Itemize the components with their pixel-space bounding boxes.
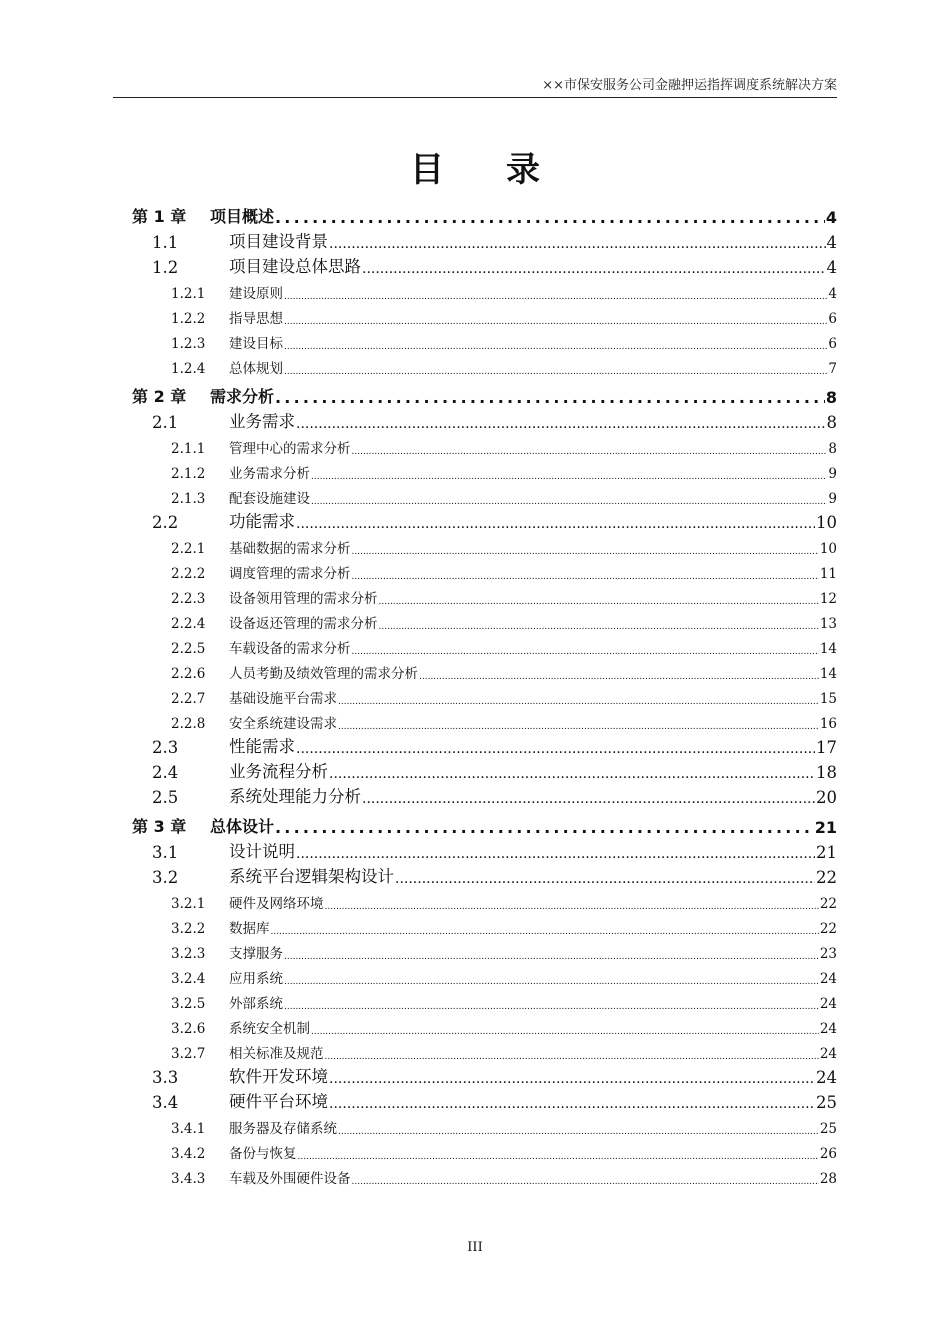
toc-entry[interactable] (132, 682, 837, 707)
dot-leader (379, 598, 819, 607)
dot-leader (311, 498, 827, 507)
toc-entry-title: 业务需求分析 (229, 466, 310, 482)
dot-leader (275, 211, 825, 227)
dot-leader (352, 648, 819, 657)
dot-leader (296, 518, 815, 532)
toc-entry-number: 3.2.2 (171, 921, 206, 937)
toc-entry[interactable] (132, 277, 837, 302)
toc-entry[interactable] (132, 432, 837, 457)
dot-leader (284, 318, 827, 327)
toc-entry-page: 24 (819, 971, 837, 987)
dot-leader (298, 1153, 819, 1162)
toc-entry-number: 3.4 (152, 1093, 179, 1112)
toc-entry[interactable] (132, 302, 837, 327)
toc-entry-title: 人员考勤及绩效管理的需求分析 (229, 666, 418, 682)
toc-entry-number: 2.2 (152, 513, 179, 532)
toc-entry-page: 4 (826, 233, 837, 252)
toc-entry-number: 2.1 (152, 413, 179, 432)
dot-leader (311, 1028, 819, 1037)
toc-entry-page: 9 (828, 491, 837, 507)
dot-leader (329, 768, 815, 782)
toc-entry-number: 3.2.5 (171, 996, 206, 1012)
toc-entry-number: 2.2.2 (171, 566, 206, 582)
toc-entry-number: 2.3 (152, 738, 179, 757)
toc-entry[interactable] (132, 732, 837, 757)
toc-entry-title: 项目概述 (210, 207, 275, 226)
toc-entry-number: 第 3 章 (132, 817, 187, 836)
toc-entry-number: 第 1 章 (132, 207, 187, 226)
toc-entry-title: 相关标准及规范 (229, 1046, 324, 1062)
toc-entry-title: 车载设备的需求分析 (229, 641, 351, 657)
toc-title-char-1: 目 (410, 150, 444, 190)
toc-entry-number: 1.2 (152, 258, 179, 277)
toc-entry-page: 20 (816, 788, 837, 807)
toc-entry-page: 24 (816, 1068, 837, 1087)
toc-entry-number: 第 2 章 (132, 387, 187, 406)
toc-entry-number: 2.2.3 (171, 591, 206, 607)
toc-entry-page: 16 (819, 716, 837, 732)
toc-entry-page: 22 (819, 921, 837, 937)
toc-entry-number: 3.2.7 (171, 1046, 206, 1062)
toc-entry-number: 1.1 (152, 233, 179, 252)
toc-entry-page: 4 (825, 208, 837, 227)
dot-leader (271, 928, 819, 937)
toc-entry-title: 基础设施平台需求 (229, 691, 337, 707)
toc-entry[interactable] (132, 887, 837, 912)
toc-title-char-2: 录 (506, 150, 540, 190)
toc-entry[interactable] (132, 607, 837, 632)
toc-entry-title: 设备返还管理的需求分析 (229, 616, 378, 632)
dot-leader (362, 263, 826, 277)
toc-entry-page: 21 (816, 843, 837, 862)
toc-entry-title: 数据库 (229, 921, 270, 937)
toc-entry-page: 10 (819, 541, 837, 557)
toc-entry-number: 1.2.2 (171, 311, 206, 327)
toc-entry-number: 3.2.1 (171, 896, 206, 912)
dot-leader (329, 1098, 815, 1112)
toc-entry-number: 2.2.7 (171, 691, 206, 707)
toc-entry[interactable] (132, 457, 837, 482)
toc-entry-page: 14 (819, 666, 837, 682)
toc-entry-title: 指导思想 (229, 311, 283, 327)
toc-entry-number: 3.3 (152, 1068, 179, 1087)
toc-entry-title: 外部系统 (229, 996, 283, 1012)
toc-entry-number: 3.2.4 (171, 971, 206, 987)
toc-entry-page: 8 (825, 388, 837, 407)
toc-entry-title: 车载及外围硬件设备 (229, 1171, 351, 1187)
toc-entry[interactable] (132, 937, 837, 962)
toc-entry-number: 2.1.3 (171, 491, 206, 507)
toc-entry[interactable] (132, 782, 837, 807)
toc-entry-title: 建设目标 (229, 336, 283, 352)
toc-entry[interactable] (132, 582, 837, 607)
toc-entry[interactable] (132, 227, 837, 252)
toc-entry-number: 2.1.1 (171, 441, 206, 457)
dot-leader (296, 848, 815, 862)
toc-entry-title: 系统安全机制 (229, 1021, 310, 1037)
dot-leader (296, 418, 826, 432)
toc-entry-title: 硬件及网络环境 (229, 896, 324, 912)
toc-entry-page: 26 (819, 1146, 837, 1162)
toc-entry-number: 1.2.1 (171, 286, 206, 302)
toc-entry[interactable] (132, 837, 837, 862)
toc-entry-title: 项目建设总体思路 (229, 257, 361, 276)
toc-entry-page: 13 (819, 616, 837, 632)
toc-entry-title: 基础数据的需求分析 (229, 541, 351, 557)
toc-entry-title: 服务器及存储系统 (229, 1121, 337, 1137)
toc-entry-title: 总体设计 (210, 817, 275, 836)
toc-entry[interactable] (132, 252, 837, 277)
toc-entry-page: 6 (828, 336, 837, 352)
toc-entry-number: 2.2.8 (171, 716, 206, 732)
toc-entry-page: 11 (819, 566, 837, 582)
toc-entry-number: 3.4.2 (171, 1146, 206, 1162)
toc-entry-number: 2.2.5 (171, 641, 206, 657)
toc-entry-page: 25 (816, 1093, 837, 1112)
toc-entry-title: 安全系统建设需求 (229, 716, 337, 732)
toc-entry-page: 4 (828, 286, 837, 302)
toc-entry-page: 25 (819, 1121, 837, 1137)
dot-leader (352, 1178, 819, 1187)
toc-entry-number: 1.2.4 (171, 361, 206, 377)
toc-entry-title: 项目建设背景 (229, 232, 328, 251)
toc-entry-page: 24 (819, 996, 837, 1012)
toc-entry-page: 4 (826, 258, 837, 277)
toc-entry-number: 3.2.3 (171, 946, 206, 962)
toc-entry[interactable] (132, 557, 837, 582)
toc-entry-title: 备份与恢复 (229, 1146, 297, 1162)
toc-entry-page: 8 (828, 441, 837, 457)
dot-leader (284, 1003, 819, 1012)
toc-entry-title: 设计说明 (229, 842, 295, 861)
toc-entry[interactable] (132, 807, 837, 837)
dot-leader (275, 821, 814, 837)
toc-entry[interactable] (132, 862, 837, 887)
dot-leader (325, 903, 819, 912)
toc-entry[interactable] (132, 1012, 837, 1037)
toc-entry-page: 14 (819, 641, 837, 657)
toc-entry-number: 3.2 (152, 868, 179, 887)
toc-entry[interactable] (132, 1137, 837, 1162)
toc-entry-number: 1.2.3 (171, 336, 206, 352)
toc-entry[interactable] (132, 707, 837, 732)
toc-entry-page: 23 (819, 946, 837, 962)
toc-entry[interactable] (132, 197, 837, 227)
toc-entry[interactable] (132, 482, 837, 507)
toc-entry-page: 18 (816, 763, 837, 782)
toc-title (0, 142, 950, 191)
toc-entry-title: 软件开发环境 (229, 1067, 328, 1086)
toc-entry-number: 2.2.4 (171, 616, 206, 632)
toc-entry[interactable] (132, 407, 837, 432)
toc-entry[interactable] (132, 327, 837, 352)
dot-leader (325, 1053, 819, 1062)
toc-entry-title: 业务需求 (229, 412, 295, 431)
toc-entry-page: 24 (819, 1021, 837, 1037)
toc-entry[interactable] (132, 632, 837, 657)
dot-leader (362, 793, 815, 807)
toc-entry-page: 6 (828, 311, 837, 327)
toc-entry-page: 28 (819, 1171, 837, 1187)
toc-entry-page: 7 (828, 361, 837, 377)
toc-entry-page: 22 (819, 896, 837, 912)
toc-entry-number: 2.4 (152, 763, 179, 782)
toc-entry-number: 3.2.6 (171, 1021, 206, 1037)
dot-leader (338, 723, 819, 732)
toc-entry-title: 建设原则 (229, 286, 283, 302)
dot-leader (284, 368, 827, 377)
toc-entry-number: 3.4.3 (171, 1171, 206, 1187)
dot-leader (329, 1073, 815, 1087)
toc-entry-page: 17 (816, 738, 837, 757)
dot-leader (419, 673, 819, 682)
dot-leader (284, 978, 819, 987)
toc-entry[interactable] (132, 1112, 837, 1137)
toc-entry[interactable] (132, 912, 837, 937)
toc-entry-title: 设备领用管理的需求分析 (229, 591, 378, 607)
toc-entry-title: 管理中心的需求分析 (229, 441, 351, 457)
dot-leader (352, 573, 819, 582)
page-header: ××市保安服务公司金融押运指挥调度系统解决方案 (113, 74, 837, 98)
toc-entry-title: 性能需求 (229, 737, 295, 756)
toc-entry-title: 需求分析 (210, 387, 275, 406)
toc-entry-page: 15 (819, 691, 837, 707)
toc-entry-title: 业务流程分析 (229, 762, 328, 781)
dot-leader (329, 238, 826, 252)
dot-leader (352, 448, 828, 457)
dot-leader (311, 473, 827, 482)
toc-entry[interactable] (132, 377, 837, 407)
toc-entry[interactable] (132, 962, 837, 987)
toc-entry[interactable] (132, 1162, 837, 1187)
toc-entry-title: 调度管理的需求分析 (229, 566, 351, 582)
toc-entry-title: 系统处理能力分析 (229, 787, 361, 806)
dot-leader (284, 343, 827, 352)
toc-entry[interactable] (132, 507, 837, 532)
toc-entry-title: 配套设施建设 (229, 491, 310, 507)
toc-entry-number: 3.4.1 (171, 1121, 206, 1137)
toc-entry[interactable] (132, 987, 837, 1012)
dot-leader (284, 953, 819, 962)
toc-entry-title: 应用系统 (229, 971, 283, 987)
toc-entry-page: 9 (828, 466, 837, 482)
dot-leader (284, 293, 827, 302)
toc-entry-number: 2.2.6 (171, 666, 206, 682)
toc-entry-title: 功能需求 (229, 512, 295, 531)
toc-entry-page: 10 (816, 513, 837, 532)
dot-leader (275, 391, 825, 407)
dot-leader (352, 548, 819, 557)
page-number: III (467, 1240, 483, 1255)
dot-leader (379, 623, 819, 632)
toc-entry-title: 总体规划 (229, 361, 283, 377)
toc-entry-number: 3.1 (152, 843, 179, 862)
toc-entry[interactable] (132, 1062, 837, 1087)
toc-entry[interactable] (132, 1087, 837, 1112)
toc-entry[interactable] (132, 352, 837, 377)
toc-entry-page: 24 (819, 1046, 837, 1062)
toc-entry-title: 支撑服务 (229, 946, 283, 962)
toc-entry-title: 系统平台逻辑架构设计 (229, 867, 394, 886)
toc-entry-number: 2.1.2 (171, 466, 206, 482)
toc-entry[interactable] (132, 657, 837, 682)
toc-entry-page: 12 (819, 591, 837, 607)
toc-entry-page: 22 (816, 868, 837, 887)
toc-entry-title: 硬件平台环境 (229, 1092, 328, 1111)
toc-entry[interactable] (132, 532, 837, 557)
dot-leader (338, 698, 819, 707)
toc-entry[interactable] (132, 757, 837, 782)
toc-entry-page: 21 (814, 818, 837, 837)
toc-entry-page: 8 (826, 413, 837, 432)
toc-entry-number: 2.2.1 (171, 541, 206, 557)
toc-entry-number: 2.5 (152, 788, 179, 807)
table-of-contents (132, 197, 837, 1187)
toc-entry[interactable] (132, 1037, 837, 1062)
dot-leader (395, 873, 815, 887)
dot-leader (338, 1128, 819, 1137)
dot-leader (296, 743, 815, 757)
